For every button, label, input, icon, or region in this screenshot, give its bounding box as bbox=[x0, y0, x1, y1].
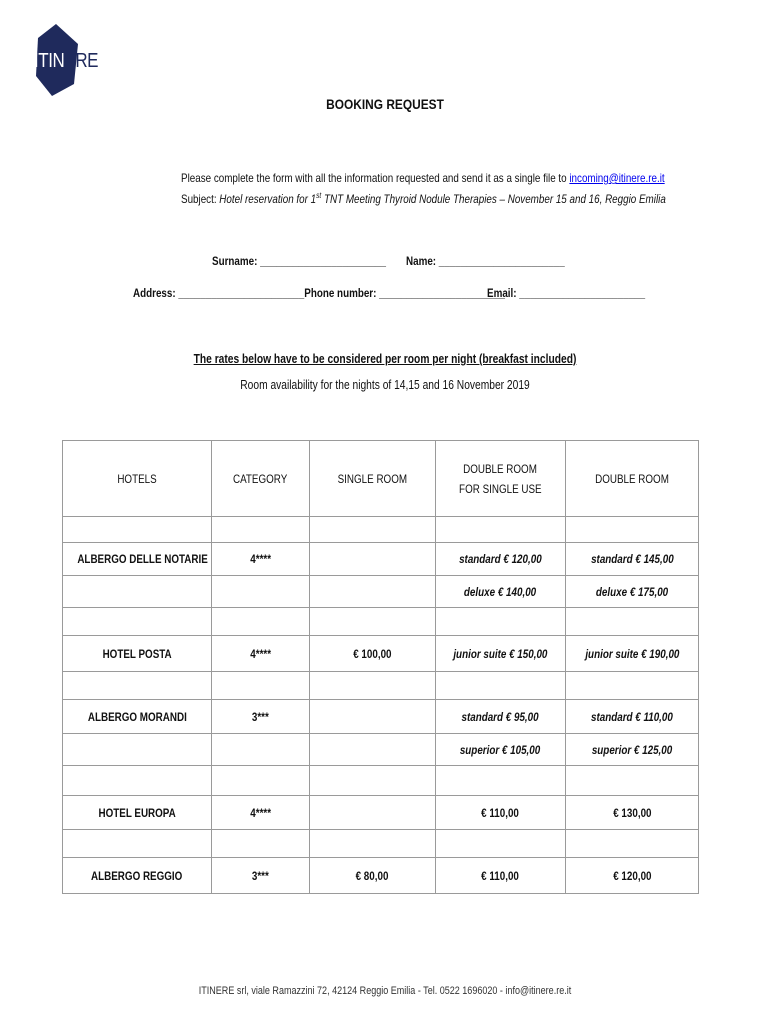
hotel-category: 3*** bbox=[212, 700, 310, 734]
logo-text-prefix: ITIN bbox=[34, 50, 65, 72]
table-spacer-row bbox=[63, 672, 699, 700]
dsu-price: € 110,00 bbox=[436, 858, 566, 894]
double-price: standard € 110,00 bbox=[566, 700, 699, 734]
double-price: junior suite € 190,00 bbox=[566, 636, 699, 672]
single-room-price bbox=[310, 543, 436, 576]
intro-line-1 bbox=[181, 171, 665, 185]
address-phone-field[interactable]: Address: _______________________Phone number: _______________________ bbox=[133, 286, 506, 300]
subject-text-a: Hotel reservation for 1 bbox=[219, 192, 317, 206]
hotel-name: HOTEL EUROPA bbox=[63, 796, 212, 830]
header-double-room: DOUBLE ROOM bbox=[566, 441, 699, 517]
hotel-name: ALBERGO DELLE NOTARIE bbox=[63, 543, 212, 576]
page-footer: ITINERE srl, viale Ramazzini 72, 42124 Reggio Emilia - Tel. 0522 1696020 - info@itinere.re.it bbox=[198, 985, 572, 997]
double-price: € 120,00 bbox=[566, 858, 699, 894]
table-spacer-row bbox=[63, 766, 699, 796]
hotel-category: 4**** bbox=[212, 796, 310, 830]
single-room-price bbox=[310, 700, 436, 734]
hotel-name: ALBERGO MORANDI bbox=[63, 700, 212, 734]
subject-sup: st bbox=[316, 191, 322, 200]
table-row bbox=[63, 700, 699, 734]
hotel-category: 4**** bbox=[212, 543, 310, 576]
email-link[interactable]: incoming@itinere.re.it bbox=[569, 171, 665, 185]
double-price: deluxe € 175,00 bbox=[566, 576, 699, 608]
double-price: € 130,00 bbox=[566, 796, 699, 830]
header-category: CATEGORY bbox=[212, 441, 310, 517]
surname-field[interactable]: Surname: _______________________ bbox=[212, 254, 386, 268]
dsu-price: standard € 120,00 bbox=[436, 543, 566, 576]
header-double-single-use: DOUBLE ROOM FOR SINGLE USE bbox=[436, 441, 566, 517]
rates-table bbox=[62, 440, 699, 894]
hotel-name: HOTEL POSTA bbox=[63, 636, 212, 672]
table-row bbox=[63, 734, 699, 766]
table-row bbox=[63, 576, 699, 608]
dsu-price: junior suite € 150,00 bbox=[436, 636, 566, 672]
table-row bbox=[63, 543, 699, 576]
single-room-price: € 80,00 bbox=[310, 858, 436, 894]
single-room-price bbox=[310, 796, 436, 830]
table-row bbox=[63, 858, 699, 894]
itinere-logo bbox=[30, 22, 102, 100]
hotel-category: 4**** bbox=[212, 636, 310, 672]
table-spacer-row bbox=[63, 608, 699, 636]
table-spacer-row bbox=[63, 517, 699, 543]
logo-text bbox=[34, 50, 98, 73]
rates-subheading: Room availability for the nights of 14,15 and 16 November 2019 bbox=[240, 378, 530, 392]
table-row bbox=[63, 796, 699, 830]
name-field[interactable]: Name: _______________________ bbox=[406, 254, 565, 268]
logo-text-suffix: ERE bbox=[64, 50, 99, 72]
page-title: BOOKING REQUEST bbox=[326, 96, 444, 112]
subject-label: Subject: bbox=[181, 192, 220, 206]
intro-line-2 bbox=[181, 191, 666, 206]
table-header-row bbox=[63, 441, 699, 517]
table-row bbox=[63, 636, 699, 672]
rates-heading: The rates below have to be considered per room per night (breakfast included) bbox=[193, 352, 577, 366]
dsu-price: superior € 105,00 bbox=[436, 734, 566, 766]
subject-text-b: TNT Meeting Thyroid Nodule Therapies – November 15 and 16, Reggio Emilia bbox=[321, 192, 666, 206]
table-spacer-row bbox=[63, 830, 699, 858]
dsu-price: € 110,00 bbox=[436, 796, 566, 830]
email-field[interactable]: Email: _______________________ bbox=[487, 286, 646, 300]
header-hotels: HOTELS bbox=[63, 441, 212, 517]
dsu-price: deluxe € 140,00 bbox=[436, 576, 566, 608]
dsu-price: standard € 95,00 bbox=[436, 700, 566, 734]
hotel-name: ALBERGO REGGIO bbox=[63, 858, 212, 894]
intro-text: Please complete the form with all the information requested and send it as a single file to bbox=[181, 171, 567, 185]
hotel-category: 3*** bbox=[212, 858, 310, 894]
header-single-room: SINGLE ROOM bbox=[310, 441, 436, 517]
double-price: superior € 125,00 bbox=[566, 734, 699, 766]
double-price: standard € 145,00 bbox=[566, 543, 699, 576]
single-room-price: € 100,00 bbox=[310, 636, 436, 672]
